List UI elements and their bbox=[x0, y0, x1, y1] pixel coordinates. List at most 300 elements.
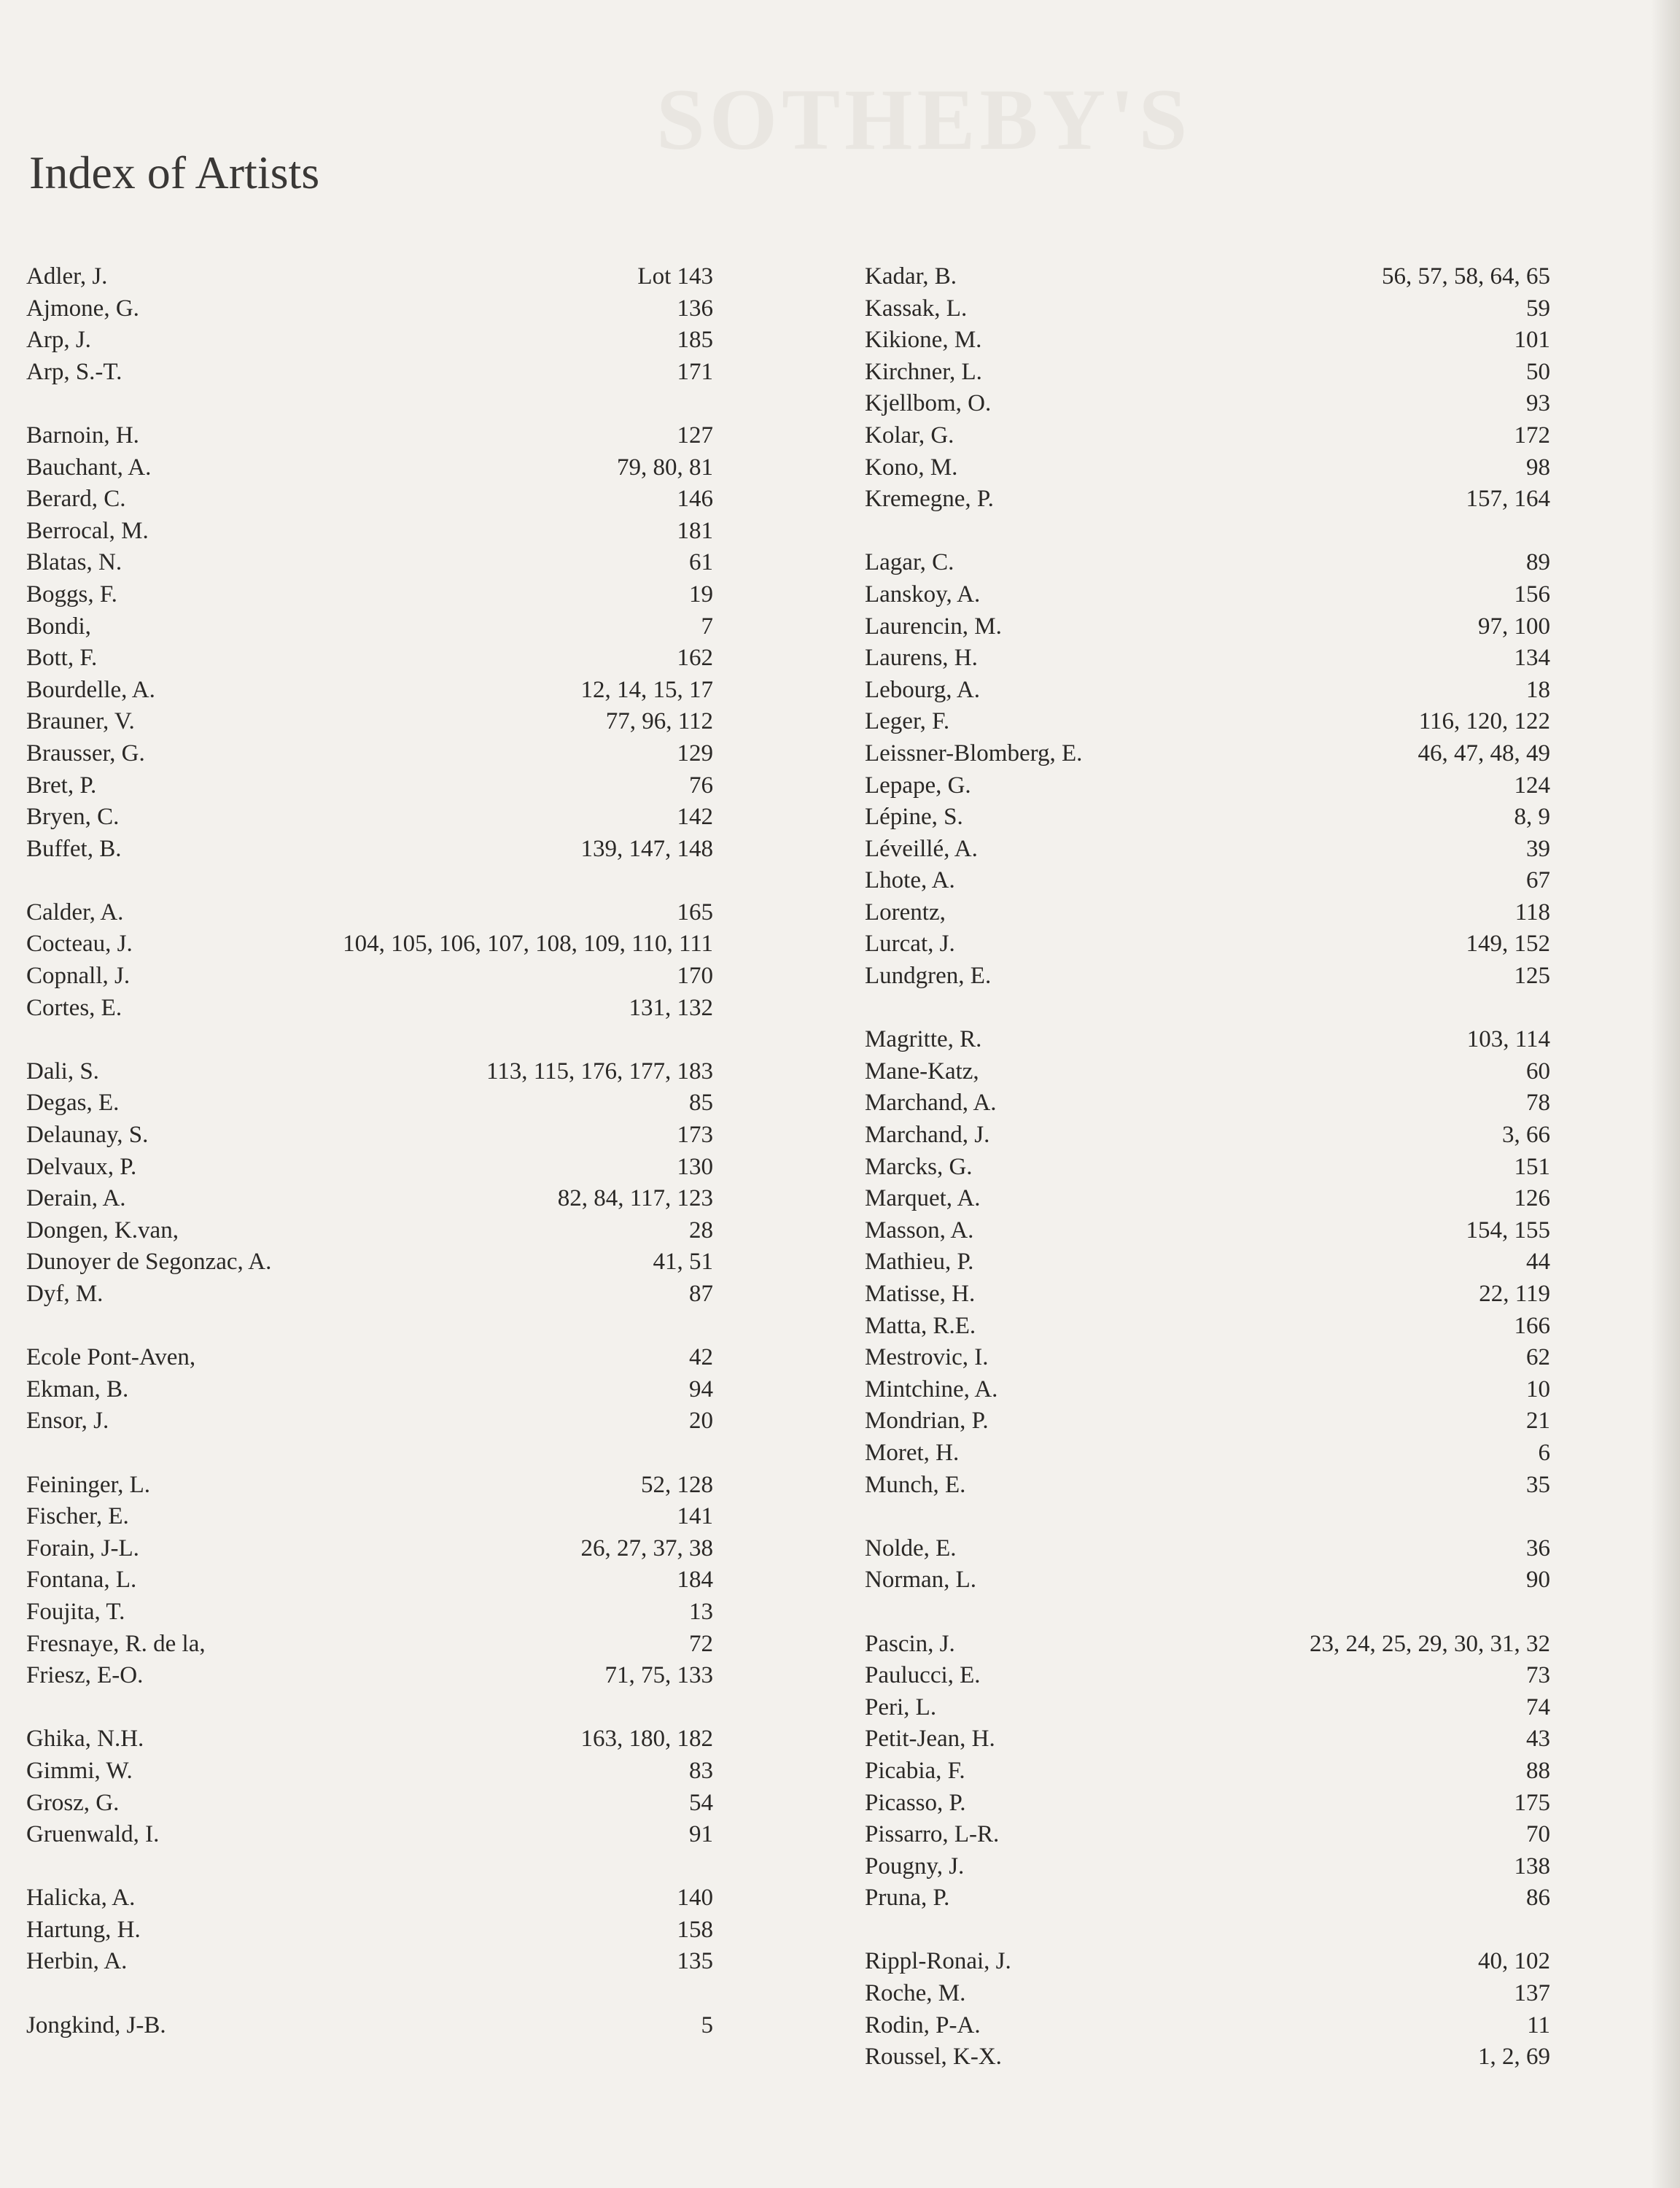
lot-numbers: 36 bbox=[1526, 1535, 1550, 1562]
artist-name: Forain, J-L. bbox=[26, 1535, 139, 1562]
lot-numbers: 170 bbox=[677, 963, 713, 990]
artist-name: Pascin, J. bbox=[865, 1630, 955, 1657]
index-entry bbox=[26, 993, 713, 1025]
lot-numbers: 11 bbox=[1527, 2012, 1550, 2038]
index-entry bbox=[865, 897, 1550, 929]
index-entry bbox=[26, 1056, 713, 1088]
lot-numbers: 83 bbox=[689, 1757, 713, 1784]
artist-name: Lundgren, E. bbox=[865, 963, 992, 990]
artist-name: Ajmone, G. bbox=[26, 295, 139, 322]
lot-numbers: 175 bbox=[1514, 1789, 1550, 1816]
lot-numbers: 86 bbox=[1526, 1885, 1550, 1912]
lot-numbers: 76 bbox=[689, 772, 713, 799]
index-entry bbox=[26, 1501, 713, 1533]
letter-group bbox=[26, 1882, 713, 1978]
index-entry bbox=[865, 1470, 1550, 1502]
letter-group bbox=[865, 1533, 1550, 1597]
index-entry bbox=[865, 452, 1550, 484]
artist-name: Magritte, R. bbox=[865, 1026, 982, 1053]
artist-name: Mondrian, P. bbox=[865, 1408, 989, 1435]
lot-numbers: 156 bbox=[1514, 581, 1550, 608]
index-entry bbox=[26, 1087, 713, 1120]
index-entry bbox=[865, 1978, 1550, 2010]
index-entry bbox=[26, 1342, 713, 1374]
lot-numbers: 28 bbox=[689, 1217, 713, 1244]
lot-numbers: 61 bbox=[689, 549, 713, 576]
artist-name: Cortes, E. bbox=[26, 994, 122, 1021]
index-entry bbox=[865, 1723, 1550, 1756]
lot-numbers: 1, 2, 69 bbox=[1478, 2044, 1550, 2071]
index-entry bbox=[865, 643, 1550, 675]
artist-name: Gruenwald, I. bbox=[26, 1821, 160, 1848]
lot-numbers: 21 bbox=[1526, 1408, 1550, 1435]
lot-numbers: 90 bbox=[1526, 1567, 1550, 1594]
artist-name: Bott, F. bbox=[26, 645, 98, 672]
letter-group bbox=[865, 1024, 1550, 1501]
lot-numbers: 113, 115, 176, 177, 183 bbox=[486, 1058, 713, 1085]
artist-name: Bondi, bbox=[26, 613, 91, 640]
artist-name: Ecole Pont-Aven, bbox=[26, 1344, 196, 1371]
lot-numbers: 89 bbox=[1526, 549, 1550, 576]
artist-name: Picabia, F. bbox=[865, 1757, 965, 1784]
index-entry bbox=[26, 770, 713, 802]
artist-name: Laurens, H. bbox=[865, 645, 978, 672]
artist-name: Fontana, L. bbox=[26, 1567, 137, 1594]
lot-numbers: 3, 66 bbox=[1502, 1122, 1550, 1149]
index-entry bbox=[26, 611, 713, 643]
index-entry bbox=[865, 1851, 1550, 1883]
lot-numbers: 154, 155 bbox=[1466, 1217, 1550, 1244]
index-entry bbox=[26, 1946, 713, 1978]
lot-numbers: 46, 47, 48, 49 bbox=[1418, 740, 1550, 767]
lot-numbers: 62 bbox=[1526, 1344, 1550, 1371]
index-entry bbox=[26, 1533, 713, 1565]
artist-name: Paulucci, E. bbox=[865, 1662, 981, 1689]
index-entry bbox=[26, 706, 713, 738]
artist-name: Bourdelle, A. bbox=[26, 676, 155, 703]
lot-numbers: 67 bbox=[1526, 867, 1550, 894]
lot-numbers: 138 bbox=[1514, 1853, 1550, 1879]
artist-name: Leger, F. bbox=[865, 708, 950, 735]
index-column-left bbox=[26, 261, 713, 2073]
lot-numbers: 8, 9 bbox=[1514, 804, 1550, 831]
artist-name: Kolar, G. bbox=[865, 422, 954, 449]
artist-name: Degas, E. bbox=[26, 1090, 120, 1117]
lot-numbers: 93 bbox=[1526, 390, 1550, 417]
index-entry bbox=[865, 611, 1550, 643]
index-entry bbox=[26, 357, 713, 389]
lot-numbers: 74 bbox=[1526, 1694, 1550, 1720]
artist-name: Jongkind, J-B. bbox=[26, 2012, 166, 2038]
index-entry bbox=[26, 802, 713, 834]
index-entry bbox=[26, 1723, 713, 1756]
letter-group bbox=[26, 420, 713, 865]
index-entry bbox=[865, 1152, 1550, 1184]
letter-group bbox=[865, 1946, 1550, 2073]
index-entry bbox=[865, 1056, 1550, 1088]
lot-numbers: 19 bbox=[689, 581, 713, 608]
lot-numbers: 52, 128 bbox=[641, 1471, 713, 1498]
artist-name: Lhote, A. bbox=[865, 867, 955, 894]
index-entry bbox=[26, 1215, 713, 1247]
artist-name: Pissarro, L-R. bbox=[865, 1821, 1000, 1848]
artist-name: Grosz, G. bbox=[26, 1789, 120, 1816]
index-entry bbox=[26, 1756, 713, 1788]
letter-group bbox=[26, 1056, 713, 1311]
lot-numbers: 39 bbox=[1526, 835, 1550, 862]
index-column-right bbox=[865, 261, 1550, 2105]
index-entry bbox=[865, 1215, 1550, 1247]
index-entry bbox=[865, 1374, 1550, 1406]
lot-numbers: 43 bbox=[1526, 1726, 1550, 1753]
lot-numbers: 185 bbox=[677, 327, 713, 354]
index-entry bbox=[26, 1819, 713, 1851]
index-entry bbox=[865, 547, 1550, 579]
lot-numbers: 172 bbox=[1514, 422, 1550, 449]
lot-numbers: 94 bbox=[689, 1376, 713, 1403]
artist-name: Barnoin, H. bbox=[26, 422, 139, 449]
index-entry bbox=[865, 1629, 1550, 1661]
index-entry bbox=[865, 802, 1550, 834]
lot-numbers: 5 bbox=[701, 2012, 713, 2038]
index-entry bbox=[26, 293, 713, 325]
lot-numbers: 77, 96, 112 bbox=[605, 708, 713, 735]
index-entry bbox=[865, 1788, 1550, 1820]
artist-name: Hartung, H. bbox=[26, 1916, 141, 1943]
artist-name: Dunoyer de Segonzac, A. bbox=[26, 1249, 272, 1276]
artist-name: Matisse, H. bbox=[865, 1281, 976, 1307]
lot-numbers: 166 bbox=[1514, 1312, 1550, 1339]
lot-numbers: 157, 164 bbox=[1466, 486, 1550, 513]
lot-numbers: 82, 84, 117, 123 bbox=[557, 1185, 713, 1212]
lot-numbers: 126 bbox=[1514, 1185, 1550, 1212]
index-entry bbox=[26, 1660, 713, 1692]
lot-numbers: 146 bbox=[677, 486, 713, 513]
lot-numbers: 73 bbox=[1526, 1662, 1550, 1689]
index-entry bbox=[26, 1629, 713, 1661]
index-entry bbox=[26, 484, 713, 516]
index-entry bbox=[26, 961, 713, 993]
lot-numbers: 116, 120, 122 bbox=[1418, 708, 1550, 735]
artist-name: Marcks, G. bbox=[865, 1153, 973, 1180]
index-entry bbox=[865, 325, 1550, 357]
letter-group bbox=[26, 2010, 713, 2042]
artist-name: Pruna, P. bbox=[865, 1885, 950, 1912]
lot-numbers: 87 bbox=[689, 1281, 713, 1307]
index-entry bbox=[865, 1438, 1550, 1470]
index-entry bbox=[26, 1914, 713, 1947]
lot-numbers: 171 bbox=[677, 358, 713, 385]
artist-name: Adler, J. bbox=[26, 263, 108, 290]
lot-numbers: 137 bbox=[1514, 1980, 1550, 2007]
artist-name: Norman, L. bbox=[865, 1567, 977, 1594]
lot-numbers: 85 bbox=[689, 1090, 713, 1117]
artist-name: Berard, C. bbox=[26, 486, 126, 513]
artist-name: Marchand, A. bbox=[865, 1090, 997, 1117]
index-entry bbox=[865, 1756, 1550, 1788]
index-entry bbox=[865, 1564, 1550, 1597]
artist-name: Nolde, E. bbox=[865, 1535, 957, 1562]
artist-name: Bauchant, A. bbox=[26, 454, 152, 481]
artist-name: Lebourg, A. bbox=[865, 676, 980, 703]
artist-name: Marquet, A. bbox=[865, 1185, 981, 1212]
index-entry bbox=[26, 643, 713, 675]
index-entry bbox=[865, 1819, 1550, 1851]
index-entry bbox=[865, 1660, 1550, 1692]
index-entry bbox=[865, 1087, 1550, 1120]
lot-numbers: 78 bbox=[1526, 1090, 1550, 1117]
artist-name: Rodin, P-A. bbox=[865, 2012, 981, 2038]
index-entry bbox=[865, 1311, 1550, 1343]
index-entry bbox=[865, 420, 1550, 452]
artist-name: Kremegne, P. bbox=[865, 486, 994, 513]
lot-numbers: 149, 152 bbox=[1466, 931, 1550, 958]
index-entry bbox=[865, 1120, 1550, 1152]
letter-group bbox=[26, 1723, 713, 1850]
artist-name: Mestrovic, I. bbox=[865, 1344, 989, 1371]
artist-name: Roche, M. bbox=[865, 1980, 966, 2007]
index-entry bbox=[26, 420, 713, 452]
lot-numbers: 140 bbox=[677, 1885, 713, 1912]
letter-group bbox=[26, 1470, 713, 1692]
lot-numbers: 72 bbox=[689, 1630, 713, 1657]
index-entry bbox=[865, 357, 1550, 389]
lot-numbers: 35 bbox=[1526, 1471, 1550, 1498]
lot-numbers: 71, 75, 133 bbox=[604, 1662, 713, 1689]
artist-name: Lorentz, bbox=[865, 899, 946, 926]
lot-numbers: 13 bbox=[689, 1598, 713, 1625]
artist-name: Lanskoy, A. bbox=[865, 581, 981, 608]
lot-numbers: 184 bbox=[677, 1567, 713, 1594]
artist-name: Arp, S.-T. bbox=[26, 358, 122, 385]
index-entry bbox=[26, 928, 713, 961]
artist-name: Lépine, S. bbox=[865, 804, 963, 831]
lot-numbers: 70 bbox=[1526, 1821, 1550, 1848]
artist-name: Lurcat, J. bbox=[865, 931, 955, 958]
lot-numbers: 165 bbox=[677, 899, 713, 926]
index-entry bbox=[26, 261, 713, 293]
lot-numbers: 118 bbox=[1514, 899, 1550, 926]
artist-name: Masson, A. bbox=[865, 1217, 974, 1244]
artist-name: Mathieu, P. bbox=[865, 1249, 974, 1276]
lot-numbers: 181 bbox=[677, 517, 713, 544]
artist-name: Ensor, J. bbox=[26, 1408, 109, 1435]
artist-name: Kjellbom, O. bbox=[865, 390, 992, 417]
letter-group bbox=[865, 261, 1550, 516]
index-entry bbox=[865, 261, 1550, 293]
letter-group bbox=[26, 1342, 713, 1438]
artist-name: Dongen, K.van, bbox=[26, 1217, 179, 1244]
index-entry bbox=[26, 1374, 713, 1406]
artist-name: Munch, E. bbox=[865, 1471, 966, 1498]
artist-name: Laurencin, M. bbox=[865, 613, 1002, 640]
index-entry bbox=[865, 1533, 1550, 1565]
letter-group bbox=[865, 1629, 1550, 1914]
index-entry bbox=[26, 738, 713, 770]
artist-name: Arp, J. bbox=[26, 327, 91, 354]
artist-name: Delaunay, S. bbox=[26, 1122, 149, 1149]
artist-name: Friesz, E-O. bbox=[26, 1662, 144, 1689]
lot-numbers: 162 bbox=[677, 645, 713, 672]
index-entry bbox=[865, 1183, 1550, 1215]
lot-numbers: 22, 119 bbox=[1479, 1281, 1550, 1307]
artist-name: Ghika, N.H. bbox=[26, 1726, 144, 1753]
lot-numbers: 10 bbox=[1526, 1376, 1550, 1403]
artist-name: Derain, A. bbox=[26, 1185, 126, 1212]
index-entry bbox=[865, 865, 1550, 897]
artist-name: Léveillé, A. bbox=[865, 835, 978, 862]
lot-numbers: 142 bbox=[677, 804, 713, 831]
artist-name: Bret, P. bbox=[26, 772, 97, 799]
index-entry bbox=[865, 484, 1550, 516]
index-entry bbox=[26, 1246, 713, 1279]
lot-numbers: 163, 180, 182 bbox=[580, 1726, 713, 1753]
artist-name: Kassak, L. bbox=[865, 295, 968, 322]
index-entry bbox=[865, 388, 1550, 420]
lot-numbers: 18 bbox=[1526, 676, 1550, 703]
artist-name: Feininger, L. bbox=[26, 1471, 151, 1498]
index-entry bbox=[26, 1120, 713, 1152]
letter-group bbox=[26, 261, 713, 388]
artist-name: Cocteau, J. bbox=[26, 931, 133, 958]
artist-name: Fischer, E. bbox=[26, 1503, 129, 1530]
index-entry bbox=[865, 293, 1550, 325]
lot-numbers: 130 bbox=[677, 1153, 713, 1180]
show-through-text: SOTHEBY'S bbox=[656, 71, 1192, 168]
artist-name: Leissner-Blomberg, E. bbox=[865, 740, 1083, 767]
lot-numbers: 103, 114 bbox=[1466, 1026, 1550, 1053]
index-entry bbox=[865, 770, 1550, 802]
artist-name: Marchand, J. bbox=[865, 1122, 990, 1149]
artist-name: Herbin, A. bbox=[26, 1948, 128, 1975]
artist-name: Picasso, P. bbox=[865, 1789, 966, 1816]
artist-name: Buffet, B. bbox=[26, 835, 122, 862]
lot-numbers: Lot 143 bbox=[637, 263, 713, 290]
artist-name: Delvaux, P. bbox=[26, 1153, 137, 1180]
index-entry bbox=[26, 1405, 713, 1438]
index-entry bbox=[865, 1279, 1550, 1311]
lot-numbers: 135 bbox=[677, 1948, 713, 1975]
artist-name: Kono, M. bbox=[865, 454, 958, 481]
lot-numbers: 129 bbox=[677, 740, 713, 767]
lot-numbers: 20 bbox=[689, 1408, 713, 1435]
index-entry bbox=[26, 834, 713, 866]
lot-numbers: 127 bbox=[677, 422, 713, 449]
index-entry bbox=[865, 1342, 1550, 1374]
lot-numbers: 141 bbox=[677, 1503, 713, 1530]
artist-name: Halicka, A. bbox=[26, 1885, 136, 1912]
lot-numbers: 104, 105, 106, 107, 108, 109, 110, 111 bbox=[343, 931, 713, 958]
index-entry bbox=[26, 1564, 713, 1597]
artist-name: Brausser, G. bbox=[26, 740, 145, 767]
index-entry bbox=[26, 547, 713, 579]
lot-numbers: 60 bbox=[1526, 1058, 1550, 1085]
index-entry bbox=[26, 897, 713, 929]
index-entry bbox=[865, 834, 1550, 866]
lot-numbers: 98 bbox=[1526, 454, 1550, 481]
artist-name: Pougny, J. bbox=[865, 1853, 965, 1879]
artist-name: Mane-Katz, bbox=[865, 1058, 979, 1085]
index-entry bbox=[26, 579, 713, 611]
index-entry bbox=[26, 325, 713, 357]
artist-name: Lepape, G. bbox=[865, 772, 971, 799]
index-entry bbox=[865, 1024, 1550, 1056]
lot-numbers: 158 bbox=[677, 1916, 713, 1943]
index-entry bbox=[865, 579, 1550, 611]
artist-name: Boggs, F. bbox=[26, 581, 117, 608]
artist-name: Berrocal, M. bbox=[26, 517, 149, 544]
artist-name: Peri, L. bbox=[865, 1694, 937, 1720]
index-entry bbox=[865, 1692, 1550, 1724]
letter-group bbox=[865, 547, 1550, 992]
lot-numbers: 12, 14, 15, 17 bbox=[580, 676, 713, 703]
index-entry bbox=[865, 706, 1550, 738]
lot-numbers: 23, 24, 25, 29, 30, 31, 32 bbox=[1310, 1630, 1550, 1657]
index-entry bbox=[26, 1788, 713, 1820]
artist-name: Kikione, M. bbox=[865, 327, 982, 354]
index-entry bbox=[26, 1183, 713, 1215]
artist-name: Fresnaye, R. de la, bbox=[26, 1630, 206, 1657]
lot-numbers: 26, 27, 37, 38 bbox=[580, 1535, 713, 1562]
lot-numbers: 97, 100 bbox=[1478, 613, 1550, 640]
lot-numbers: 124 bbox=[1514, 772, 1550, 799]
lot-numbers: 91 bbox=[689, 1821, 713, 1848]
artist-name: Lagar, C. bbox=[865, 549, 954, 576]
artist-name: Calder, A. bbox=[26, 899, 124, 926]
index-entry bbox=[26, 1279, 713, 1311]
artist-name: Kadar, B. bbox=[865, 263, 957, 290]
artist-name: Petit-Jean, H. bbox=[865, 1726, 995, 1753]
artist-name: Brauner, V. bbox=[26, 708, 135, 735]
index-entry bbox=[26, 1152, 713, 1184]
index-entry bbox=[26, 2010, 713, 2042]
lot-numbers: 79, 80, 81 bbox=[617, 454, 713, 481]
artist-name: Matta, R.E. bbox=[865, 1312, 976, 1339]
lot-numbers: 40, 102 bbox=[1478, 1948, 1550, 1975]
index-entry bbox=[26, 1470, 713, 1502]
lot-numbers: 101 bbox=[1514, 327, 1550, 354]
artist-name: Foujita, T. bbox=[26, 1598, 125, 1625]
artist-name: Kirchner, L. bbox=[865, 358, 982, 385]
lot-numbers: 151 bbox=[1514, 1153, 1550, 1180]
index-entry bbox=[26, 452, 713, 484]
artist-name: Roussel, K-X. bbox=[865, 2044, 1002, 2071]
artist-name: Mintchine, A. bbox=[865, 1376, 998, 1403]
lot-numbers: 131, 132 bbox=[629, 994, 713, 1021]
index-entry bbox=[26, 675, 713, 707]
index-entry bbox=[865, 675, 1550, 707]
artist-name: Dyf, M. bbox=[26, 1281, 104, 1307]
page-edge-shadow bbox=[1651, 0, 1680, 2188]
lot-numbers: 6 bbox=[1538, 1439, 1550, 1466]
artist-name: Blatas, N. bbox=[26, 549, 122, 576]
lot-numbers: 134 bbox=[1514, 645, 1550, 672]
index-entry bbox=[865, 1246, 1550, 1279]
page-title: Index of Artists bbox=[29, 147, 320, 198]
artist-name: Bryen, C. bbox=[26, 804, 120, 831]
index-entry bbox=[865, 1946, 1550, 1978]
artist-name: Dali, S. bbox=[26, 1058, 99, 1085]
lot-numbers: 59 bbox=[1526, 295, 1550, 322]
lot-numbers: 88 bbox=[1526, 1757, 1550, 1784]
index-entry bbox=[26, 1882, 713, 1914]
index-entry bbox=[26, 1597, 713, 1629]
lot-numbers: 173 bbox=[677, 1122, 713, 1149]
index-entry bbox=[865, 928, 1550, 961]
artist-name: Ekman, B. bbox=[26, 1376, 129, 1403]
lot-numbers: 136 bbox=[677, 295, 713, 322]
letter-group bbox=[26, 897, 713, 1024]
